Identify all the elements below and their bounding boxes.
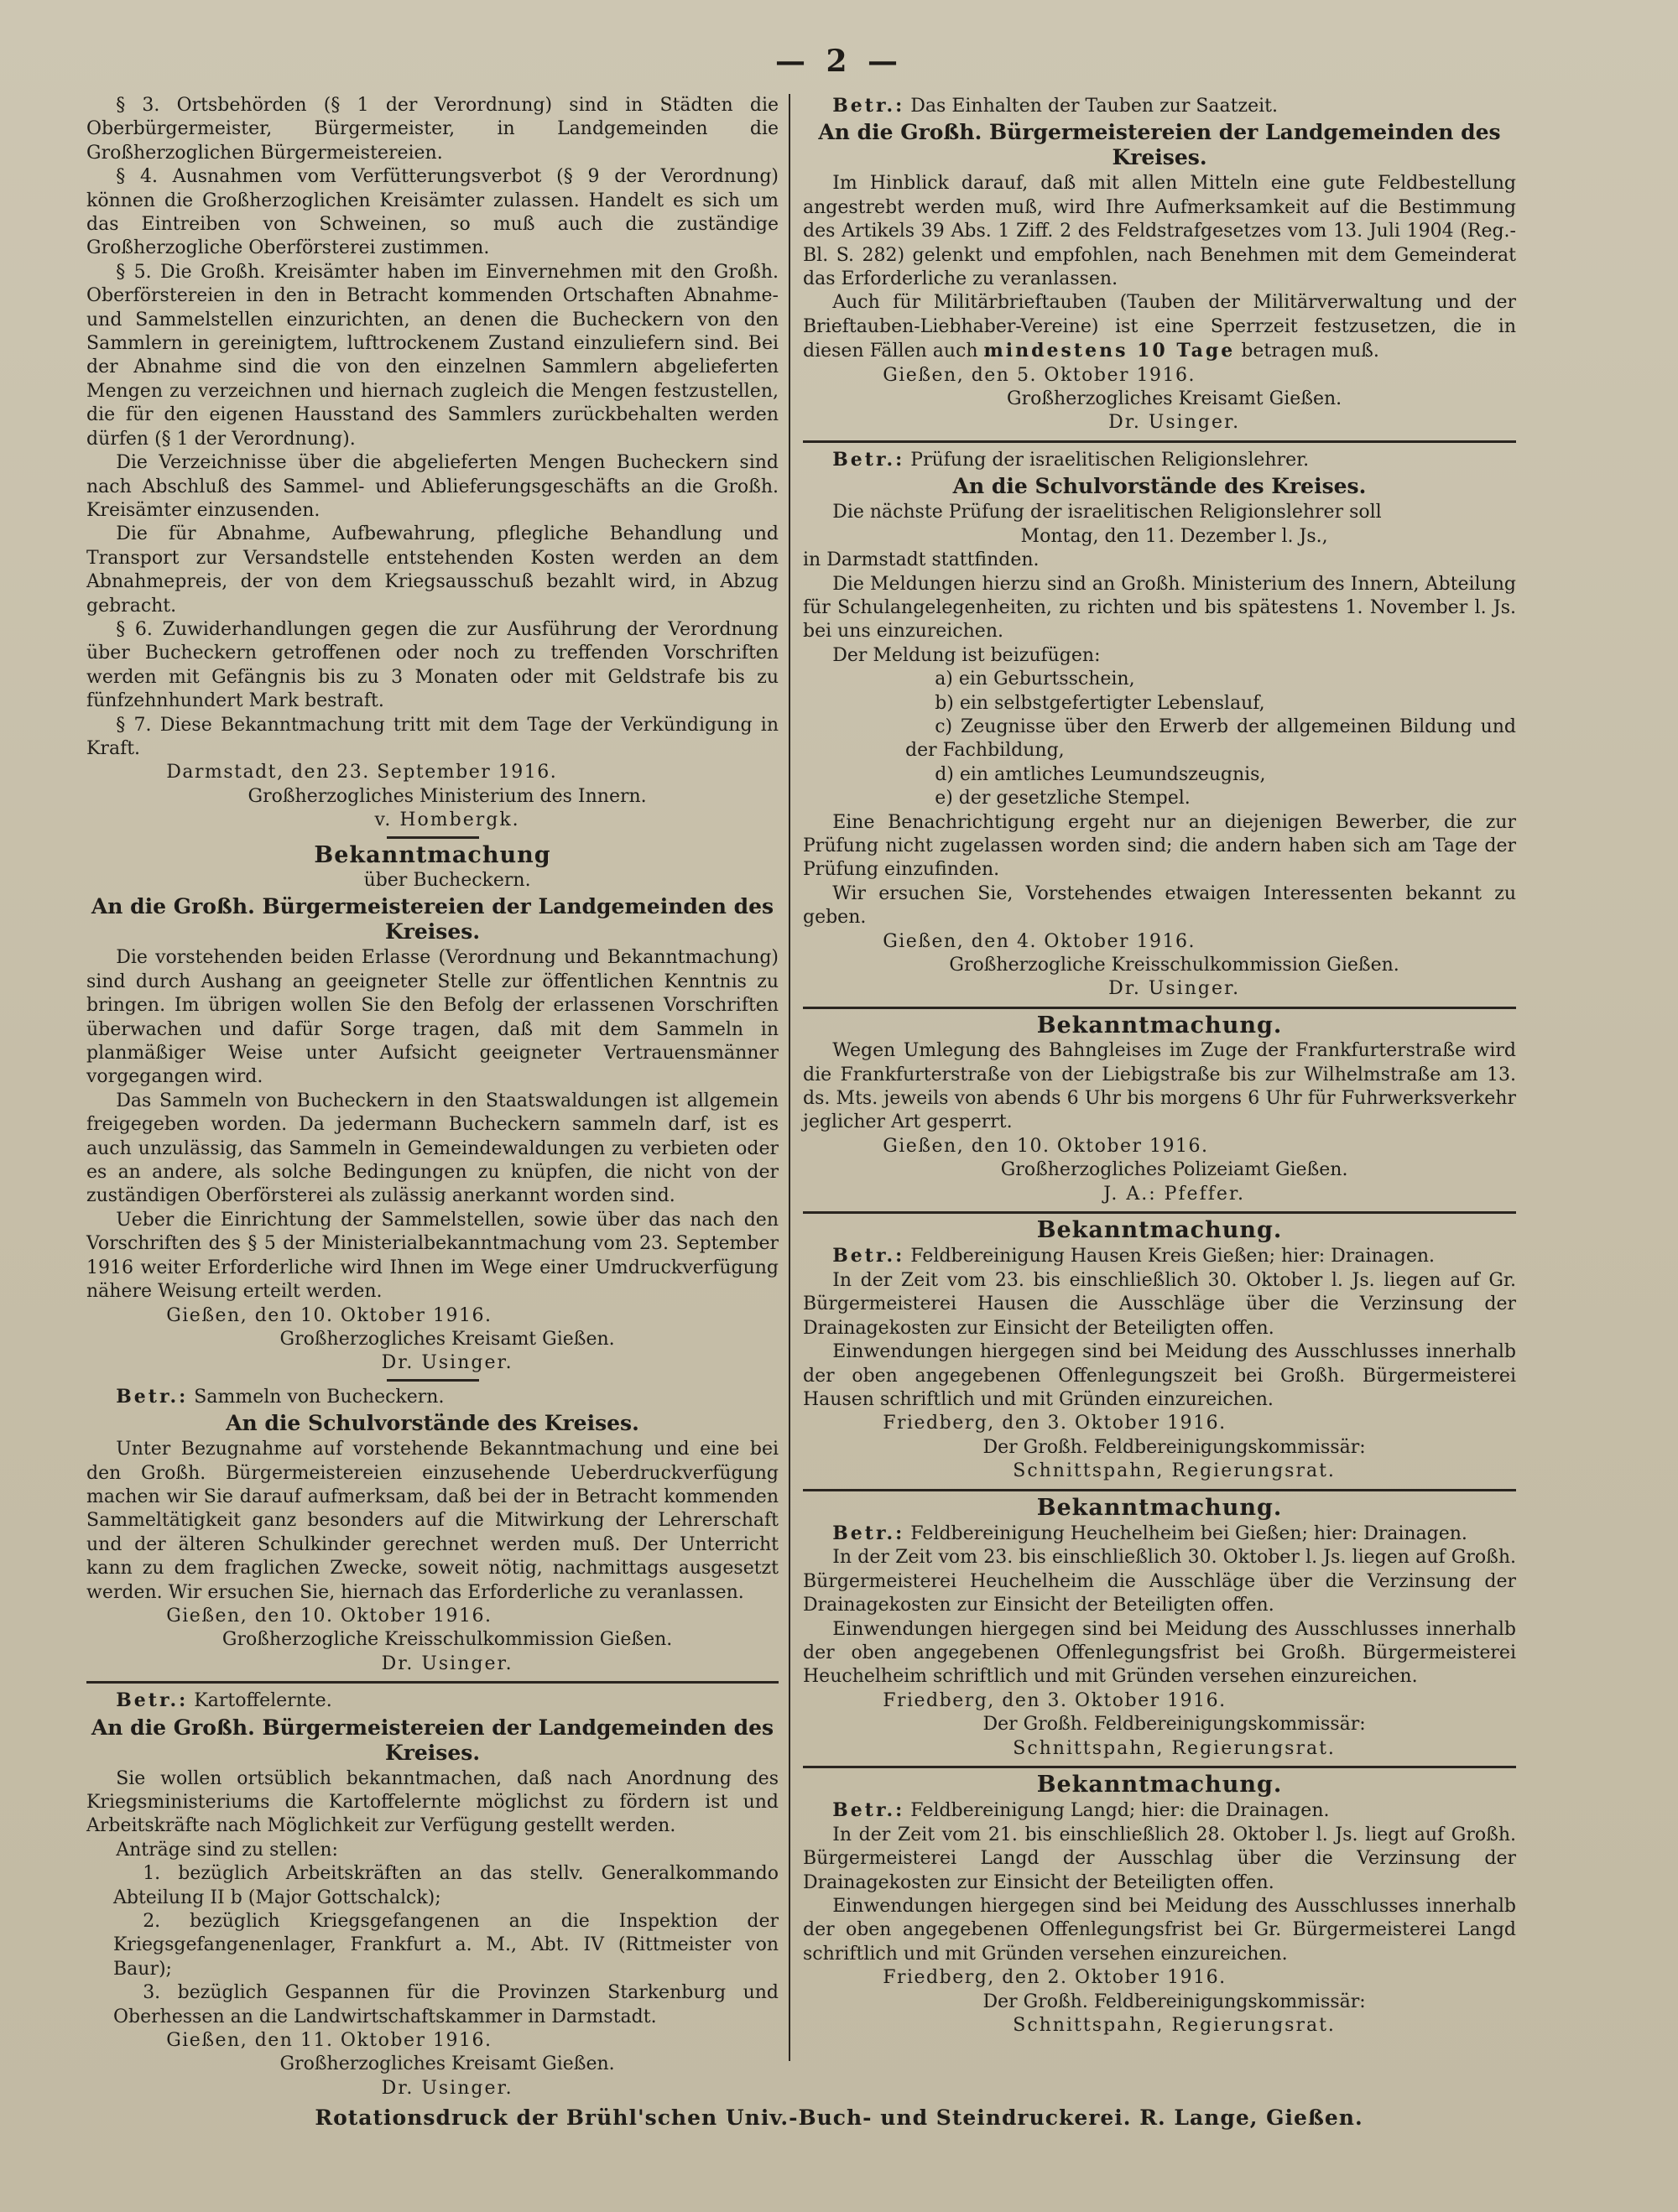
paragraph: Im Hinblick darauf, daß mit allen Mitteln eine gute Feldbestellung angestrebt werden muß, wird Ihre Aufmerksamkeit auf die Bestimmung des Artikels 39 Abs. 1 Ziff. 2 des Feldstrafgesetzes vom 13. Juli 1904 (Reg.-Bl. S. 282) gelenkt und empfohlen, nach Benehmen mit dem Gemeinderat das Erforderliche zu veranlassen.	[803, 173, 1516, 290]
betr-line	[803, 1798, 1516, 1823]
authority: Der Großh. Feldbereinigungskommissär:	[982, 1436, 1366, 1458]
section-rule	[803, 1489, 1516, 1491]
notice-heading: Bekanntmachung.	[1036, 1772, 1283, 1798]
divider	[387, 1379, 479, 1382]
betr-text: Feldbereinigung Heuchelheim bei Gießen; hier: Drainagen.	[910, 1522, 1467, 1544]
list-item: d) ein amtliches Leumundszeugnis,	[935, 763, 1266, 785]
paragraph: Einwendungen hiergegen sind bei Meidung des Ausschlusses innerhalb der oben angegebenen Offenlegungsfrist bei Gr. Bürgermeisterei Langd schriftlich und mit Gründen versehen einzureichen.	[803, 1896, 1516, 1965]
authority: Großherzogliches Polizeiamt Gießen.	[1000, 1159, 1348, 1181]
printer-imprint: Rotationsdruck der Brühl'schen Univ.-Buch- und Steindruckerei. R. Lange, Gießen.	[315, 2105, 1363, 2130]
dateline: Gießen, den 4. Oktober 1916.	[883, 930, 1196, 952]
paragraph: Ueber die Einrichtung der Sammelstellen, sowie über das nach den Vorschriften des § 5 der Ministerialbekanntmachung vom 23. September 1916 weiter Erforderliche wird Ihnen im Wege einer Umdruckverfügung nähere Weisung erteilt werden.	[86, 1209, 779, 1303]
betr-line	[803, 94, 1516, 118]
signature: Schnittspahn, Regierungsrat.	[1013, 1460, 1336, 1482]
authority: Großherzogliches Ministerium des Innern.	[248, 785, 647, 807]
signature: Dr. Usinger.	[381, 1352, 513, 1374]
authority: Der Großh. Feldbereinigungskommissär:	[982, 1714, 1366, 1736]
list-item: 2. bezüglich Kriegsgefangenen an die Inspektion der Kriegsgefangenenlager, Frankfurt a. M., Abt. IV (Rittmeister von Baur);	[113, 1911, 779, 1980]
date-line: Montag, den 11. Dezember l. Js.,	[1020, 525, 1328, 547]
signature: v. Hombergk.	[374, 809, 520, 831]
betr-label: Betr.:	[832, 1799, 905, 1822]
notice-address: An die Schulvorstände des Kreises.	[952, 474, 1367, 499]
signature: J. A.: Pfeffer.	[1103, 1183, 1245, 1205]
paragraph: § 4. Ausnahmen vom Verfütterungsverbot (§ 9 der Verordnung) können die Großherzoglichen Kreisämter zulassen. Handelt es sich um das Eintreiben von Schweinen, so muß auch die zuständige Großherzogliche Oberförsterei zustimmen.	[86, 166, 779, 259]
notice-heading: Bekanntmachung.	[1036, 1494, 1283, 1521]
betr-label: Betr.:	[116, 1385, 189, 1408]
paragraph-text: Auch für Militärbrieftauben (Tauben der Militärverwaltung und der Brieftauben-Liebhaber-Vereine) ist eine Sperrzeit festzusetzen, die in diesen Fällen auch	[803, 292, 1516, 362]
paragraph: Die Meldungen hierzu sind an Großh. Ministerium des Innern, Abteilung für Schulangelegenheiten, zu richten und bis spätestens 1. November l. Js. bei uns einzureichen.	[803, 573, 1516, 643]
paragraph: In der Zeit vom 21. bis einschließlich 28. Oktober l. Js. liegt auf Großh. Bürgermeisterei Langd der Ausschlag über die Verzinsung der Drainagekosten zur Einsicht der Beteiligten offen.	[803, 1824, 1516, 1893]
list-item: 3. bezüglich Gespannen für die Provinzen Starkenburg und Oberhessen an die Landwirtschaftskammer in Darmstadt.	[113, 1982, 779, 2027]
betr-line	[803, 1522, 1516, 1546]
dateline: Friedberg, den 3. Oktober 1916.	[883, 1689, 1227, 1711]
authority: Großherzogliche Kreisschulkommission Gießen.	[221, 1629, 673, 1651]
betr-label: Betr.:	[116, 1689, 189, 1712]
paragraph: § 7. Diese Bekanntmachung tritt mit dem Tage der Verkündigung in Kraft.	[86, 714, 779, 759]
paragraph: § 3. Ortsbehörden (§ 1 der Verordnung) sind in Städten die Oberbürgermeister, Bürgermeister, in Landgemeinden die Großherzoglichen Bürgermeistereien.	[86, 95, 779, 164]
notice-heading: Bekanntmachung.	[1036, 1217, 1283, 1244]
betr-label: Betr.:	[832, 1522, 905, 1544]
paragraph: In der Zeit vom 23. bis einschließlich 30. Oktober l. Js. liegen auf Gr. Bürgermeisterei Hausen die Ausschläge über die Verzinsung der Drainagekosten zur Einsicht der Beteiligten offen.	[803, 1269, 1516, 1339]
dateline: Gießen, den 10. Oktober 1916.	[166, 1304, 492, 1326]
signature: Schnittspahn, Regierungsrat.	[1013, 1737, 1336, 1759]
paragraph: Sie wollen ortsüblich bekanntmachen, daß nach Anordnung des Kriegsministeriums die Kartoffelernte möglichst zu fördern ist und Arbeitskräfte nach Möglichkeit zur Verfügung gestellt werden.	[86, 1767, 779, 1837]
betr-text: Feldbereinigung Langd; hier: die Drainagen.	[910, 1800, 1330, 1822]
emphasis-text: mindestens 10 Tage	[983, 340, 1236, 362]
dateline: Gießen, den 5. Oktober 1916.	[883, 364, 1196, 386]
paragraph: Die nächste Prüfung der israelitischen Religionslehrer soll	[832, 502, 1382, 523]
notice-address: An die Großh. Bürgermeistereien der Landgemeinden des Kreises.	[818, 120, 1501, 170]
list-item: e) der gesetzliche Stempel.	[935, 788, 1191, 809]
paragraph: in Darmstadt stattfinden.	[803, 549, 1040, 571]
dateline: Gießen, den 10. Oktober 1916.	[166, 1605, 492, 1626]
dateline: Friedberg, den 3. Oktober 1916.	[883, 1413, 1227, 1434]
paragraph: Einwendungen hiergegen sind bei Meidung des Ausschlusses innerhalb der oben angegebenen Offenlegungszeit bei Großh. Bürgermeisterei Hausen schriftlich und mit Gründen einzureichen.	[803, 1341, 1516, 1410]
betr-label: Betr.:	[832, 1245, 905, 1267]
betr-line	[86, 1385, 779, 1409]
paragraph: In der Zeit vom 23. bis einschließlich 30. Oktober l. Js. liegen auf Großh. Bürgermeisterei Heuchelheim die Ausschläge über die Verzinsung der Drainagekosten zur Einsicht der Beteiligten offen.	[803, 1547, 1516, 1616]
signature: Dr. Usinger.	[381, 2077, 513, 2099]
divider	[387, 836, 479, 839]
right-column	[803, 94, 1516, 2074]
signature: Dr. Usinger.	[381, 1652, 513, 1674]
list-item: c) Zeugnisse über den Erwerb der allgemeinen Bildung und der Fachbildung,	[905, 716, 1516, 762]
authority: Großherzogliches Kreisamt Gießen.	[279, 2053, 615, 2075]
signature: Schnittspahn, Regierungsrat.	[1013, 2015, 1336, 2037]
column-rule	[789, 94, 790, 2061]
paragraph: Einwendungen hiergegen sind bei Meidung des Ausschlusses innerhalb der oben angegebenen Offenlegungsfrist bei Großh. Bürgermeisterei Heuchelheim schriftlich und mit Gründen versehen einzureichen.	[803, 1618, 1516, 1688]
notice-heading: Bekanntmachung	[314, 841, 551, 868]
paragraph: Die vorstehenden beiden Erlasse (Verordnung und Bekanntmachung) sind durch Aushang an geeigneter Stelle zur öffentlichen Kenntnis zu bringen. Im übrigen wollen Sie den Befolg der erlassenen Vorschriften überwachen und dafür Sorge tragen, daß mit dem Sammeln in planmäßiger Weise unter Aufsicht geeigneter Vertrauensmänner vorgegangen wird.	[86, 947, 779, 1088]
paragraph: Unter Bezugnahme auf vorstehende Bekanntmachung und eine bei den Großh. Bürgermeistereien einzusehende Ueberdruckverfügung machen wir Sie darauf aufmerksam, daß bei der in Betracht kommenden Sammeltätigkeit ganz besonders auf die Mitwirkung der Lehrerschaft und der älteren Schulkinder gerechnet werden muß. Der Unterricht kann zu dem fraglichen Zwecke, soweit nötig, nachmittags ausgesetzt werden. Wir ersuchen Sie, hiernach das Erforderliche zu veranlassen.	[86, 1439, 779, 1603]
section-rule	[803, 1766, 1516, 1768]
notice-subheading: über Bucheckern.	[363, 870, 531, 891]
section-rule	[803, 1007, 1516, 1009]
list-item: a) ein Geburtsschein,	[935, 669, 1135, 690]
notice-heading: Bekanntmachung.	[1036, 1012, 1283, 1038]
paragraph: Das Sammeln von Bucheckern in den Staatswaldungen ist allgemein freigegeben worden. Da jedermann Bucheckern sammeln darf, ist es auch unzulässig, das Sammeln in Gemeindewaldungen zu verbieten oder es an andere, als solche Bedingungen zu knüpfen, die nicht von der zuständigen Oberförsterei als zulässig anerkannt worden sind.	[86, 1090, 779, 1207]
paragraph: Der Meldung ist beizufügen:	[832, 644, 1101, 666]
betr-text: Feldbereinigung Hausen Kreis Gießen; hier: Drainagen.	[910, 1246, 1436, 1267]
authority: Der Großh. Feldbereinigungskommissär:	[982, 1991, 1366, 2012]
betr-text: Prüfung der israelitischen Religionslehrer.	[910, 449, 1310, 471]
requirements-list	[878, 668, 1516, 810]
dateline: Darmstadt, den 23. September 1916.	[166, 762, 558, 783]
betr-line	[803, 448, 1516, 472]
authority: Großherzogliches Kreisamt Gießen.	[1007, 388, 1342, 410]
betr-label: Betr.:	[832, 448, 905, 471]
signature: Dr. Usinger.	[1108, 412, 1241, 434]
section-rule	[803, 1211, 1516, 1214]
notice-address: An die Großh. Bürgermeistereien der Landgemeinden des Kreises.	[91, 1715, 774, 1765]
betr-label: Betr.:	[832, 95, 905, 117]
notice-address: An die Großh. Bürgermeistereien der Landgemeinden des Kreises.	[91, 894, 774, 945]
paragraph: Anträge sind zu stellen:	[116, 1839, 338, 1861]
paragraph: Eine Benachrichtigung ergeht nur an diejenigen Bewerber, die zur Prüfung nicht zugelassen worden sind; die andern haben sich am Tage der Prüfung einzufinden.	[803, 811, 1516, 881]
paragraph: Wir ersuchen Sie, Vorstehendes etwaigen Interessenten bekannt zu geben.	[803, 882, 1516, 929]
list-item: 1. bezüglich Arbeitskräften an das stellv. Generalkommando Abteilung II b (Major Gottschalck);	[113, 1863, 779, 1908]
list-item: b) ein selbstgefertigter Lebenslauf,	[935, 692, 1265, 714]
signature: Dr. Usinger.	[1108, 978, 1241, 1000]
authority: Großherzogliche Kreisschulkommission Gießen.	[949, 955, 1399, 976]
paragraph: § 6. Zuwiderhandlungen gegen die zur Ausführung der Verordnung über Bucheckern getroffenen oder noch zu treffenden Vorschriften werden mit Gefängnis bis zu 3 Monaten oder mit Geldstrafe bis zu fünfzehnhundert Mark bestraft.	[86, 618, 779, 712]
section-rule	[86, 1681, 779, 1684]
paragraph: Die für Abnahme, Aufbewahrung, pflegliche Behandlung und Transport zur Versandstelle entstehenden Kosten werden an dem Abnahmepreis, der von dem Kriegsausschuß bezahlt wird, in Abzug gebracht.	[86, 523, 779, 617]
betr-line	[86, 1689, 779, 1713]
page-number: — 2 —	[774, 44, 904, 79]
notice-address: An die Schulvorstände des Kreises.	[226, 1411, 639, 1436]
paragraph: Wegen Umlegung des Bahngleises im Zuge der Frankfurterstraße wird die Frankfurterstraße von der Liebigstraße bis zur Wilhelmstraße am 13. ds. Mts. jeweils von abends 6 Uhr bis morgens 6 Uhr für Fuhrwerksverkehr jeglicher Art gesperrt.	[803, 1040, 1516, 1133]
dateline: Friedberg, den 2. Oktober 1916.	[883, 1967, 1227, 1989]
dateline: Gießen, den 11. Oktober 1916.	[166, 2030, 492, 2052]
paragraph: Die Verzeichnisse über die abgelieferten Mengen Bucheckern sind nach Abschluß des Sammel- und Ablieferungsgeschäfts an die Großh. Kreisämter einzusenden.	[86, 452, 779, 521]
section-rule	[803, 440, 1516, 443]
betr-text: Sammeln von Bucheckern.	[194, 1386, 445, 1408]
paragraph-tail: betragen muß.	[1241, 341, 1379, 362]
left-column	[86, 94, 779, 2099]
betr-text: Kartoffelernte.	[194, 1690, 332, 1712]
dateline: Gießen, den 10. Oktober 1916.	[883, 1135, 1209, 1157]
paragraph: § 5. Die Großh. Kreisämter haben im Einvernehmen mit den Großh. Oberförstereien in den in Betracht kommenden Ortschaften Abnahme- und Sammelstellen einzurichten, an denen die Bucheckern von den Sammlern in gereinigtem, lufttrockenem Zustand einzuliefern sind. Bei der Abnahme sind die von den einzelnen Sammlern abgelieferten Mengen zu verzeichnen und hiernach zugleich die Mengen festzustellen, die für den eigenen Hausstand des Sammlers zurückbehalten werden dürfen (§ 1 der Verordnung).	[86, 261, 779, 450]
betr-text: Das Einhalten der Tauben zur Saatzeit.	[910, 96, 1278, 117]
betr-line	[803, 1244, 1516, 1268]
authority: Großherzogliches Kreisamt Gießen.	[279, 1328, 615, 1350]
paragraph	[803, 291, 1516, 363]
